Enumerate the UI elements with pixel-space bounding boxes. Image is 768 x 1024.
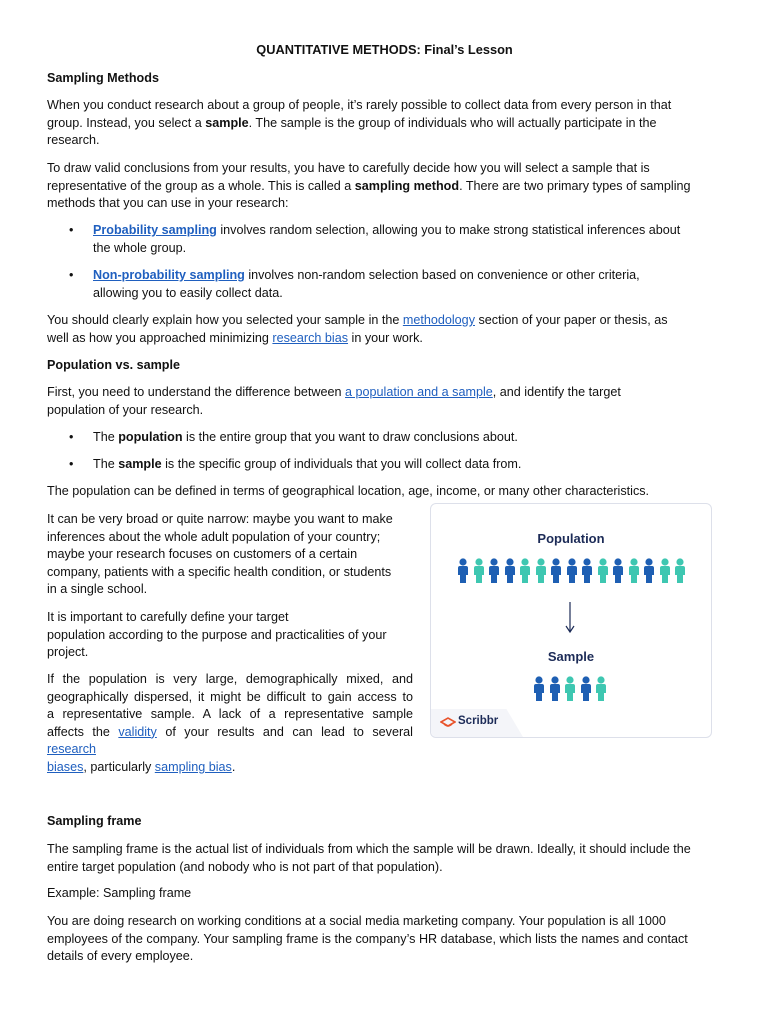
person-icon: [628, 558, 640, 587]
text-line: [47, 384, 722, 402]
text: group. Instead, you select a: [47, 115, 206, 130]
person-icon: [533, 676, 545, 705]
text-line: project.: [47, 645, 89, 660]
list-item: [69, 429, 708, 447]
person-icon: [597, 558, 609, 587]
paragraph-sampling-frame: [47, 841, 722, 876]
person-icon: [564, 676, 576, 705]
text: well as how you approached minimizing: [47, 330, 273, 345]
text: , and identify the target: [492, 385, 621, 399]
text-line: geographically dispersed, it might be difficult to gain access to: [47, 689, 413, 704]
figure-population-label: Population: [537, 531, 605, 546]
text: in your work.: [348, 330, 423, 345]
person-icon: [488, 558, 500, 587]
text-line: To draw valid conclusions from your results, you have to carefully decide how you will select a sample that is: [47, 161, 650, 175]
paragraph-representative: [47, 671, 413, 777]
text-line: If the population is very large, demographically mixed, and: [47, 672, 413, 686]
text-line: inferences about the whole adult population of your country;: [47, 529, 381, 544]
text-line: [47, 115, 722, 133]
text-line: research.: [47, 133, 100, 148]
person-icon: [473, 558, 485, 587]
text-line: It is important to carefully define your target: [47, 610, 289, 624]
paragraph-sampling-method: [47, 160, 722, 213]
bullet-icon: •: [69, 457, 74, 471]
example-label: Example: Sampling frame: [47, 886, 192, 900]
list-item: [69, 267, 708, 302]
text: is the entire group that you want to draw conclusions about.: [182, 430, 518, 444]
text-line: in a single school.: [47, 582, 148, 597]
scribbr-logo-icon: [440, 716, 456, 728]
link-methodology[interactable]: methodology: [402, 313, 475, 327]
paragraph-population-intro: [47, 384, 722, 419]
text-line: [47, 724, 413, 742]
paragraph-intro: [47, 97, 722, 150]
text: . There are two primary types of sampling: [459, 178, 691, 193]
page-title: QUANTITATIVE METHODS: Final’s Lesson: [256, 42, 513, 57]
figure-sample-label: Sample: [547, 649, 595, 664]
bullet-icon: •: [69, 223, 74, 237]
bullet-icon: •: [69, 430, 74, 444]
bullet-icon: •: [69, 268, 74, 282]
person-icon: [457, 558, 469, 587]
link-validity[interactable]: validity: [118, 724, 157, 739]
paragraph-methodology: [47, 312, 722, 347]
text-line: population according to the purpose and practicalities of your: [47, 627, 387, 642]
arrow-down-icon: [563, 601, 577, 637]
text: involves non-random selection based on convenience or other criteria,: [244, 268, 640, 282]
list-item: [69, 456, 708, 474]
person-icon: [612, 558, 624, 587]
text-line: The sampling frame is the actual list of individuals from which the sample will be drawn. Ideally, it should include the: [47, 842, 691, 856]
text-line: details of every employee.: [47, 949, 194, 964]
paragraph-broad-narrow: [47, 511, 413, 599]
bold-term: population: [118, 430, 183, 444]
text-line: [47, 178, 722, 196]
text-line: [47, 312, 722, 330]
text: You should clearly explain how you selected your sample in the: [47, 313, 403, 327]
text-line: population of your research.: [47, 402, 204, 417]
heading-sampling-frame: Sampling frame: [47, 814, 142, 828]
paragraph-example: [47, 913, 722, 966]
person-icon: [504, 558, 516, 587]
text: allowing you to easily collect data.: [93, 285, 283, 300]
link-sampling-bias[interactable]: sampling bias: [154, 759, 232, 774]
paragraph-population-defined: The population can be defined in terms of geographical location, age, income, or many other characteristics.: [47, 484, 650, 498]
text: The: [93, 430, 119, 444]
link-non-probability-sampling[interactable]: Non-probability sampling: [93, 268, 245, 282]
text: involves random selection, allowing you to make strong statistical inferences about: [216, 223, 681, 237]
person-icon: [535, 558, 547, 587]
text: the whole group.: [93, 240, 187, 255]
bold-term: sample: [205, 115, 249, 130]
person-icon: [580, 676, 592, 705]
person-icon: [549, 676, 561, 705]
text-line: It can be very broad or quite narrow: maybe you want to make: [47, 512, 393, 526]
link-probability-sampling[interactable]: Probability sampling: [93, 223, 217, 237]
person-icon: [643, 558, 655, 587]
text-line: entire target population (and nobody who is not part of that population).: [47, 859, 443, 874]
text: is the specific group of individuals that you will collect data from.: [161, 457, 522, 471]
person-icon: [595, 676, 607, 705]
text-line: employees of the company. Your sampling frame is the company’s HR database, which lists the names and contact: [47, 931, 688, 946]
text-line: methods that you can use in your research:: [47, 196, 289, 211]
person-icon: [581, 558, 593, 587]
link-research-biases-part2[interactable]: biases: [47, 759, 84, 774]
text: representative of the group as a whole. This is called a: [47, 178, 355, 193]
text-line: maybe your research focuses on customers of a certain: [47, 547, 358, 562]
text-line: a representative sample. A lack of a representative sample: [47, 707, 413, 722]
person-icon: [659, 558, 671, 587]
text-line: [47, 330, 722, 348]
bold-term: sample: [118, 457, 162, 471]
text: .: [231, 759, 236, 774]
text: First, you need to understand the difference between: [47, 385, 346, 399]
text-line: When you conduct research about a group of people, it’s rarely possible to collect data from every person in that: [47, 98, 672, 112]
text: The: [93, 457, 119, 471]
text: section of your paper or thesis, as: [475, 313, 668, 327]
heading-population-vs-sample: Population vs. sample: [47, 358, 180, 372]
paragraph-define-target: [47, 609, 413, 662]
list-item: [69, 222, 708, 257]
text: , particularly: [83, 759, 155, 774]
link-population-and-sample[interactable]: a population and a sample: [345, 385, 493, 399]
text-line: [47, 759, 413, 777]
brand-name: Scribbr: [458, 715, 499, 727]
text-line: company, patients with a specific health condition, or students: [47, 564, 392, 579]
person-icon: [674, 558, 686, 587]
person-icon: [519, 558, 531, 587]
text: of your results and can lead to several: [156, 724, 413, 739]
link-research-bias[interactable]: research bias: [272, 330, 349, 345]
link-research-biases-part1[interactable]: research: [47, 742, 96, 757]
population-sample-figure: [430, 503, 712, 738]
text-line: You are doing research on working conditions at a social media marketing company. Your population is all 1000: [47, 914, 666, 928]
heading-sampling-methods: Sampling Methods: [47, 71, 159, 85]
text: . The sample is the group of individuals who will actually participate in the: [248, 115, 657, 130]
text-line: [47, 741, 413, 759]
text: affects the: [47, 724, 119, 739]
person-icon: [566, 558, 578, 587]
bold-term: sampling method: [354, 178, 460, 193]
person-icon: [550, 558, 562, 587]
